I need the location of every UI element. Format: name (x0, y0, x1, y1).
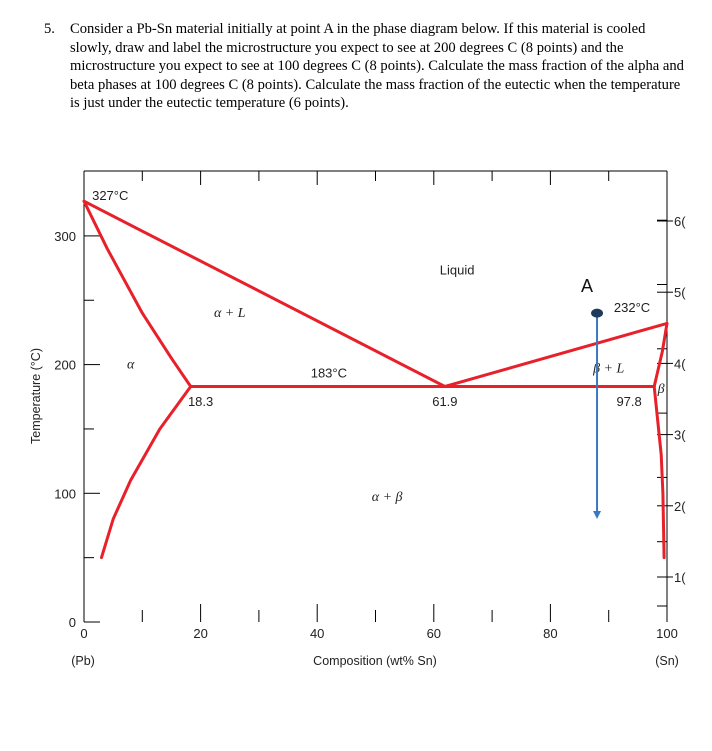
point-a-marker (591, 309, 603, 318)
annotation-label: 232°C (613, 299, 651, 315)
annotations-group (92, 188, 665, 505)
x-axis-label: Composition (wt% Sn) (313, 654, 437, 668)
annotation-label: β + L (593, 361, 625, 377)
y-tick-label-right: 4( (674, 356, 686, 372)
phase-line-solvus-alpha (102, 387, 191, 558)
annotation-label: 327°C (92, 187, 129, 203)
annotation-label: Liquid (439, 262, 475, 278)
annotation-label: α (126, 357, 135, 373)
annotation-label: β (657, 381, 665, 397)
phase-line-solvus-beta (654, 387, 664, 558)
question-text: Consider a Pb-Sn material initially at point A in the phase diagram below. If this material is cooled slowly, draw and label the microstructure you expect to see at 200 degrees C (8 points) and the microstructure you expect to see at 100 degrees C (8 points). Calculate the mass fraction of the alpha and beta phases at 100 degrees C (8 points). Calculate the mass fraction of the eutectic when the temperature is just under the eutectic temperature (6 points). (70, 21, 684, 112)
question-number: 5. (44, 21, 55, 37)
axes-group (29, 171, 686, 668)
annotation-label: 183°C (310, 365, 348, 381)
x-tick-label: 80 (543, 626, 558, 641)
phase-line-liquidus-right (445, 323, 667, 386)
y-tick-label-right: 6( (674, 214, 686, 229)
y-tick-label: 0 (68, 615, 76, 630)
x-tick-label: 0 (80, 626, 88, 641)
y-tick-label-right: 1( (674, 570, 686, 585)
y-tick-label-right: 5( (674, 285, 686, 301)
annotation-label: 61.9 (432, 393, 458, 409)
annotation-label: 18.3 (187, 393, 214, 409)
y-axis-label: Temperature (°C) (29, 348, 43, 444)
annotation-label: α + β (371, 490, 403, 506)
y-tick-label: 200 (54, 357, 76, 373)
x-tick-label: 60 (426, 626, 442, 641)
x-end-label-pb: (Pb) (71, 654, 95, 668)
point-a-label: A (581, 276, 594, 297)
y-tick-label: 100 (54, 486, 76, 502)
x-tick-label: 40 (309, 626, 325, 641)
y-tick-label-right: 2( (674, 498, 686, 514)
phase-line-liquidus-left (84, 201, 445, 386)
x-tick-label: 20 (193, 626, 208, 641)
cooling-arrow-head (593, 511, 601, 519)
x-end-label-sn: (Sn) (655, 654, 679, 668)
y-tick-label-right: 3( (674, 427, 686, 443)
y-tick-label: 300 (54, 228, 76, 244)
annotation-label: 97.8 (616, 393, 642, 409)
x-tick-label: 100 (656, 626, 678, 641)
phase-line-solidus-beta (654, 323, 667, 386)
annotation-label: α + L (213, 305, 246, 321)
point-a-group (581, 276, 603, 519)
